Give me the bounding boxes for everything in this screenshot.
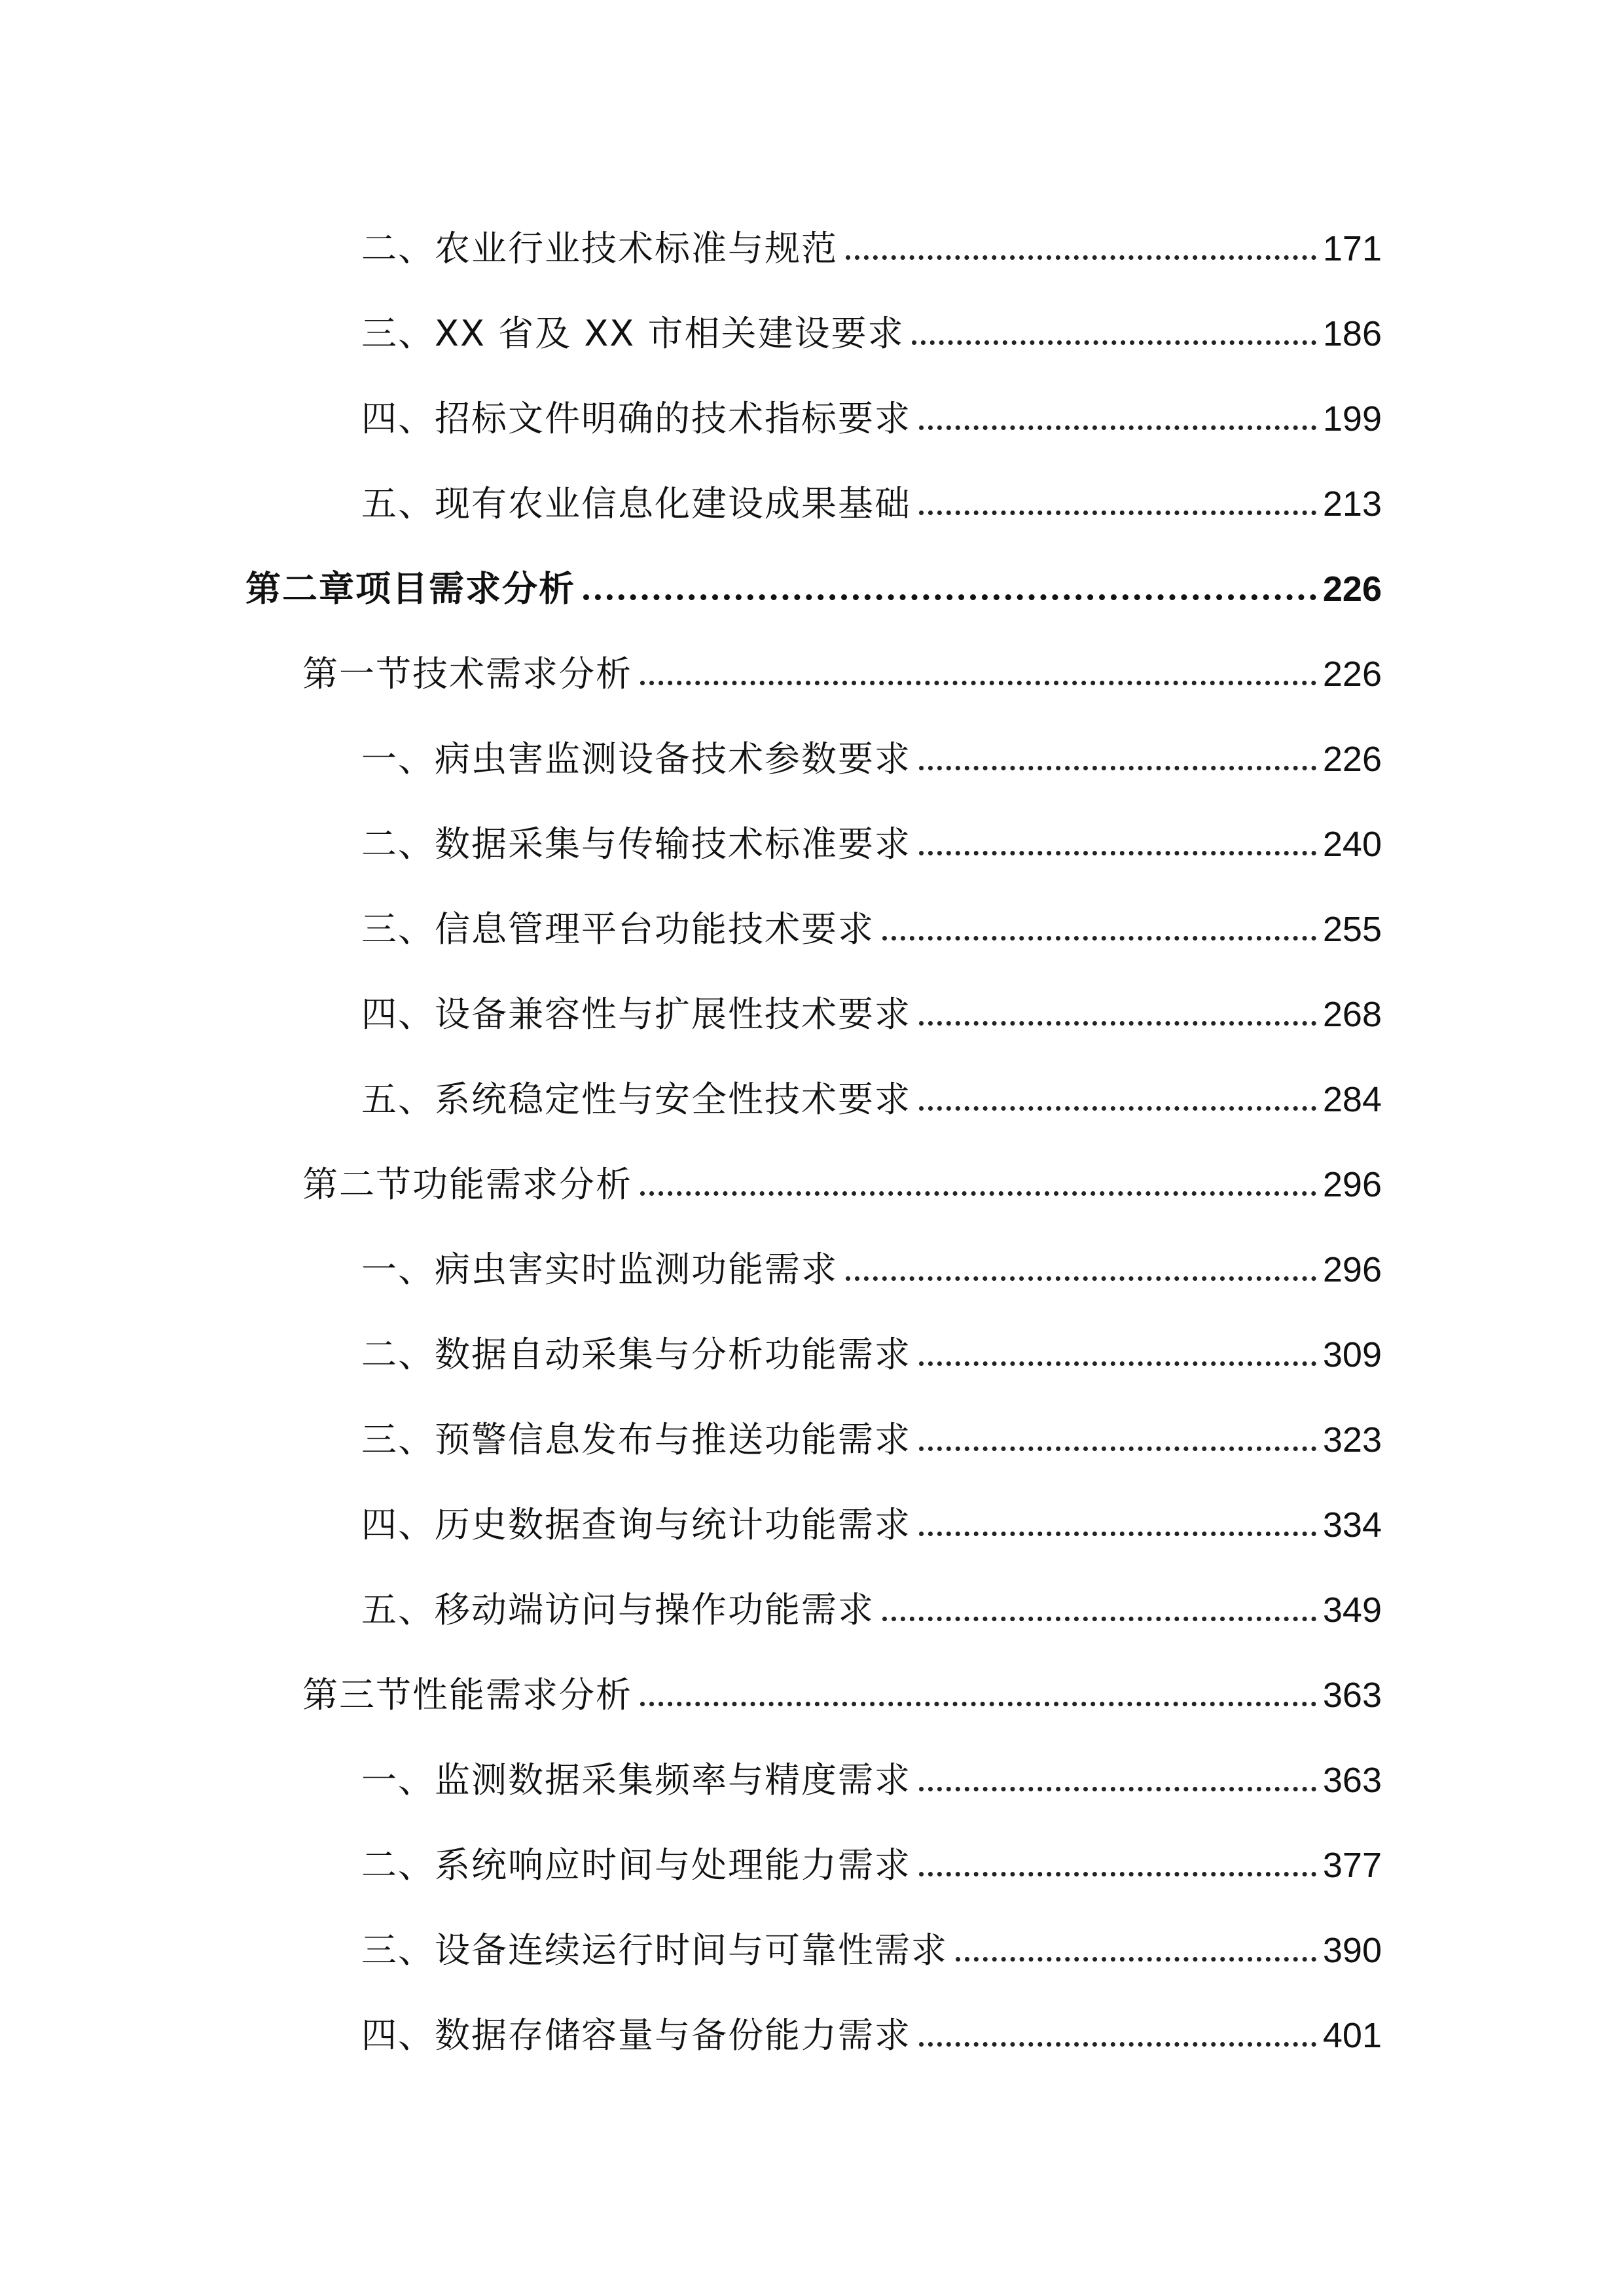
toc-entry[interactable] bbox=[361, 888, 1382, 950]
toc-entry[interactable] bbox=[361, 378, 1382, 437]
toc-entry-page: 296 bbox=[1322, 1250, 1382, 1289]
toc-entry-page: 255 bbox=[1322, 910, 1382, 949]
toc-entry-title: 五、现有农业信息化建设成果基础 bbox=[361, 483, 911, 524]
toc-dot-leader bbox=[846, 255, 1316, 260]
toc-entry-title: 二、数据自动采集与分析功能需求 bbox=[361, 1334, 911, 1375]
toc-entry-page: 390 bbox=[1322, 1931, 1382, 1970]
toc-dot-leader bbox=[882, 1617, 1316, 1621]
toc-entry-title: 第二章项目需求分析 bbox=[245, 568, 575, 609]
toc-entry-page: 309 bbox=[1322, 1335, 1382, 1374]
toc-entry[interactable] bbox=[361, 293, 1382, 354]
toc-dot-leader bbox=[583, 594, 1316, 600]
toc-entry[interactable] bbox=[361, 1824, 1382, 1886]
toc-entry[interactable] bbox=[361, 718, 1382, 780]
toc-entry[interactable] bbox=[361, 463, 1382, 522]
toc-entry[interactable] bbox=[361, 1569, 1382, 1628]
toc-entry-title: 第三节性能需求分析 bbox=[302, 1674, 632, 1715]
toc-entry-page: 334 bbox=[1322, 1505, 1382, 1545]
toc-entry[interactable] bbox=[361, 1484, 1382, 1543]
toc-dot-leader bbox=[640, 681, 1316, 685]
toc-entry[interactable] bbox=[361, 1399, 1382, 1458]
toc-dot-leader bbox=[919, 851, 1316, 855]
toc-dot-leader bbox=[640, 1702, 1316, 1706]
toc-entry-page: 363 bbox=[1322, 1676, 1382, 1715]
toc-entry-page: 363 bbox=[1322, 1761, 1382, 1800]
toc-dot-leader bbox=[919, 1361, 1316, 1366]
toc-section-entry[interactable] bbox=[302, 1654, 1382, 1713]
toc-dot-leader bbox=[846, 1276, 1316, 1281]
toc-entry[interactable] bbox=[361, 1909, 1382, 1971]
toc-entry-page: 401 bbox=[1322, 2016, 1382, 2055]
toc-entry-title: 五、系统稳定性与安全性技术要求 bbox=[361, 1079, 911, 1120]
toc-entry-page: 323 bbox=[1322, 1420, 1382, 1460]
toc-entry[interactable] bbox=[361, 1739, 1382, 1801]
toc-section-entry[interactable] bbox=[302, 633, 1382, 692]
toc-dot-leader bbox=[919, 2042, 1316, 2047]
toc-entry-title: 二、数据采集与传输技术标准要求 bbox=[361, 823, 911, 865]
toc-entry-title: 三、信息管理平台功能技术要求 bbox=[361, 908, 875, 950]
toc-dot-leader bbox=[882, 936, 1316, 941]
toc-entry[interactable] bbox=[361, 1229, 1382, 1290]
toc-entry-title: 一、病虫害监测设备技术参数要求 bbox=[361, 738, 911, 780]
toc-entry-title: 五、移动端访问与操作功能需求 bbox=[361, 1589, 875, 1630]
toc-dot-leader bbox=[956, 1957, 1316, 1962]
toc-dot-leader bbox=[919, 1787, 1316, 1791]
toc-entry-page: 268 bbox=[1322, 995, 1382, 1034]
toc-entry-title: 四、数据存储容量与备份能力需求 bbox=[361, 2015, 911, 2056]
toc-entry-page: 226 bbox=[1322, 655, 1382, 694]
toc-entry-page: 240 bbox=[1322, 825, 1382, 864]
toc-dot-leader bbox=[919, 1021, 1316, 1026]
toc-section-entry[interactable] bbox=[302, 1143, 1382, 1205]
toc-entry-page: 349 bbox=[1322, 1590, 1382, 1630]
toc-entry[interactable] bbox=[361, 207, 1382, 269]
toc-dot-leader bbox=[919, 1532, 1316, 1536]
toc-dot-leader bbox=[640, 1191, 1316, 1196]
toc-entry-page: 199 bbox=[1322, 399, 1382, 439]
toc-entry[interactable] bbox=[361, 803, 1382, 865]
toc-entry[interactable] bbox=[361, 1314, 1382, 1375]
toc-entry-title: 三、设备连续运行时间与可靠性需求 bbox=[361, 1929, 948, 1971]
toc-entry-title: 第一节技术需求分析 bbox=[302, 653, 632, 694]
toc-entry-page: 377 bbox=[1322, 1846, 1382, 1885]
toc-entry-page: 284 bbox=[1322, 1080, 1382, 1119]
toc-dot-leader bbox=[919, 1446, 1316, 1451]
toc-entry-page: 186 bbox=[1322, 314, 1382, 353]
toc-dot-leader bbox=[919, 1106, 1316, 1111]
toc-entry-page: 226 bbox=[1322, 740, 1382, 779]
toc-entry[interactable] bbox=[361, 973, 1382, 1035]
toc-entry-page: 226 bbox=[1322, 569, 1382, 609]
toc-dot-leader bbox=[919, 425, 1316, 430]
toc-entry-title: 四、历史数据查询与统计功能需求 bbox=[361, 1504, 911, 1545]
toc-entry-title: 四、招标文件明确的技术指标要求 bbox=[361, 398, 911, 439]
toc-entry-title: 二、农业行业技术标准与规范 bbox=[361, 228, 838, 269]
toc-entry[interactable] bbox=[361, 1058, 1382, 1120]
toc-dot-leader bbox=[912, 340, 1316, 345]
toc-dot-leader bbox=[919, 1872, 1316, 1876]
toc-entry-page: 171 bbox=[1322, 229, 1382, 268]
toc-chapter-entry[interactable] bbox=[245, 548, 1382, 607]
toc-entry-title: 三、XX 省及 XX 市相关建设要求 bbox=[361, 313, 905, 354]
toc-entry-page: 296 bbox=[1322, 1165, 1382, 1204]
toc-entry-title: 三、预警信息发布与推送功能需求 bbox=[361, 1419, 911, 1460]
toc-entry-page: 213 bbox=[1322, 484, 1382, 524]
toc-entry-title: 一、监测数据采集频率与精度需求 bbox=[361, 1759, 911, 1801]
toc-entry-title: 二、系统响应时间与处理能力需求 bbox=[361, 1844, 911, 1886]
toc-dot-leader bbox=[919, 511, 1316, 515]
toc-dot-leader bbox=[919, 766, 1316, 770]
toc-entry-title: 一、病虫害实时监测功能需求 bbox=[361, 1249, 838, 1290]
toc-entry[interactable] bbox=[361, 1994, 1382, 2056]
toc-entry-title: 四、设备兼容性与扩展性技术要求 bbox=[361, 994, 911, 1035]
toc-entry-title: 第二节功能需求分析 bbox=[302, 1164, 632, 1205]
